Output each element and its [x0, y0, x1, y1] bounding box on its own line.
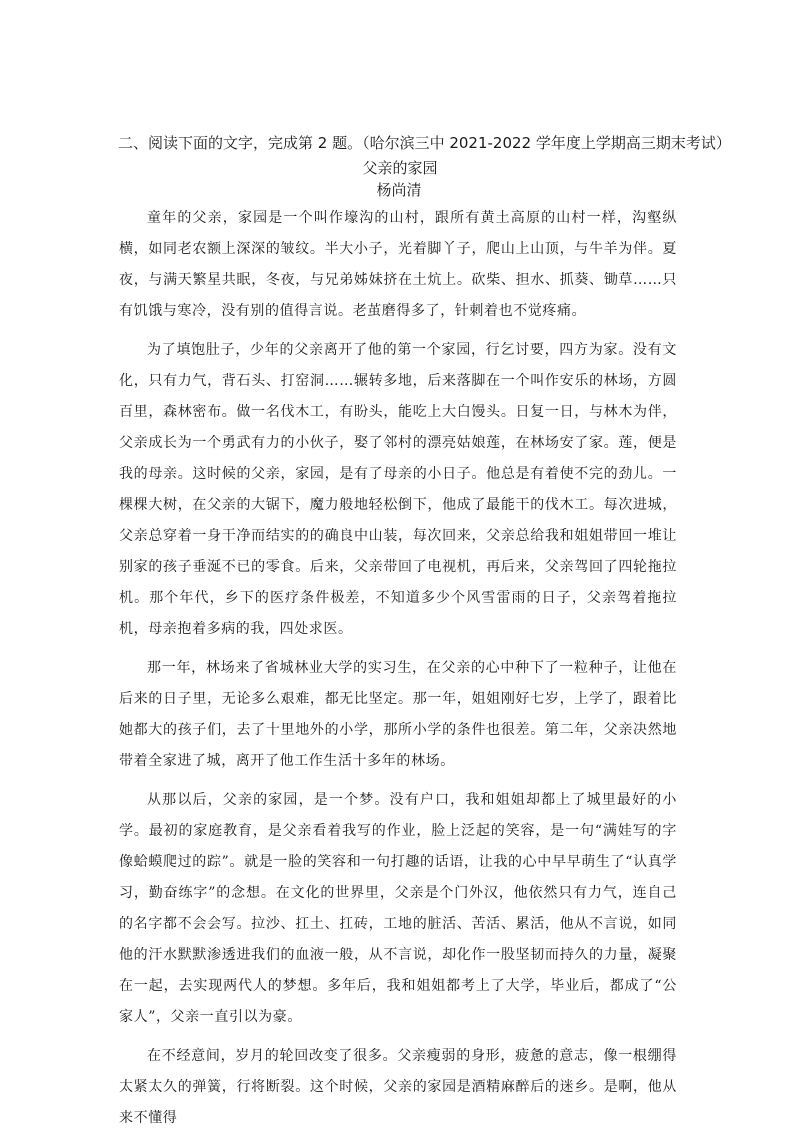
- paragraph-5: 在不经意间，岁月的轮回改变了很多。父亲瘦弱的身形，疲惫的意志，像一根绷得太紧太久的弹簧，行将断裂。这个时候，父亲的家园是酒精麻醉后的迷乡。是啊，他从来不懂得: [119, 1048, 677, 1126]
- paragraph-4: 从那以后，父亲的家园，是一个梦。没有户口，我和姐姐却都上了城里最好的小学。最初的家庭教育，是父亲看着我写的作业，脸上泛起的笑容，是一句“满娃写的字像蛤蟆爬过的踪”。就是一脸的笑容和一句打趣的话语，让我的心中早早萌生了“认真学习，勤奋练字”的念想。在文化的世界里，父亲是个门外汉，他依然只有力气，连自己的名字都不会会写。拉沙、扛土、扛砖，工地的脏活、苦活、累活，他从不言说，如同他的汗水默默渗透进我们的血液一般，从不言说，却化作一股坚韧而持久的力量，凝聚在一起，去实现两代人的梦想。多年后，我和姐姐都考上了大学，毕业后，都成了“公家人”，父亲一直引以为豪。: [119, 792, 677, 1025]
- article-body: [119, 203, 677, 1142]
- paragraph-3: 那一年，林场来了省城林业大学的实习生，在父亲的心中种下了一粒种子，让他在后来的日子里，无论多么艰难，都无比坚定。那一年，姐姐刚好七岁，上学了，跟着比她都大的孩子们，去了十里地外的小学，那所小学的条件也很差。第二年，父亲决然地带着全家进了城，离开了他工作生活十多年的林场。: [119, 660, 677, 769]
- paragraph-1: 童年的父亲，家园是一个叫作壕沟的山村，跟所有黄土高原的山村一样，沟壑纵横，如同老农额上深深的皱纹。半大小子，光着脚丫子，爬山上山顶，与牛羊为伴。夏夜，与满天繁星共眠，冬夜，与兄弟姊妹挤在土炕上。砍柴、担水、抓葵、锄草……只有饥饿与寒冷，没有别的值得言说。老茧磨得多了，针刺着也不觉疼痛。: [119, 210, 677, 319]
- question-prompt: 二、阅读下面的文字，完成第 2 题。（哈尔滨三中 2021-2022 学年度上学期高三期末考试）: [118, 134, 731, 152]
- article-title: 父亲的家园: [362, 159, 438, 177]
- paragraph-2: 为了填饱肚子，少年的父亲离开了他的第一个家园，行乞讨要，四方为家。没有文化，只有力气，背石头、打窑洞……辗转多地，后来落脚在一个叫作安乐的林场，方圆百里，森林密布。做一名伐木工，有盼头，能吃上大白馒头。日复一日，与林木为伴，父亲成长为一个勇武有力的小伙子，娶了邻村的漂亮姑娘莲，在林场安了家。莲，便是我的母亲。这时候的父亲，家园，是有了母亲的小日子。他总是有着使不完的劲儿。一棵棵大树，在父亲的大锯下，魔力般地轻松倒下，他成了最能干的伐木工。每次进城，父亲总穿着一身干净而结实的的确良中山装，每次回来，父亲总给我和姐姐带回一堆让别家的孩子垂涎不已的零食。后来，父亲带回了电视机，再后来，父亲驾回了四轮拖拉机。那个年代，乡下的医疗条件极差，不知道多少个风雪雷雨的日子，父亲驾着拖拉机，母亲抱着多病的我，四处求医。: [119, 342, 677, 637]
- article-author: 杨尚清: [376, 181, 422, 199]
